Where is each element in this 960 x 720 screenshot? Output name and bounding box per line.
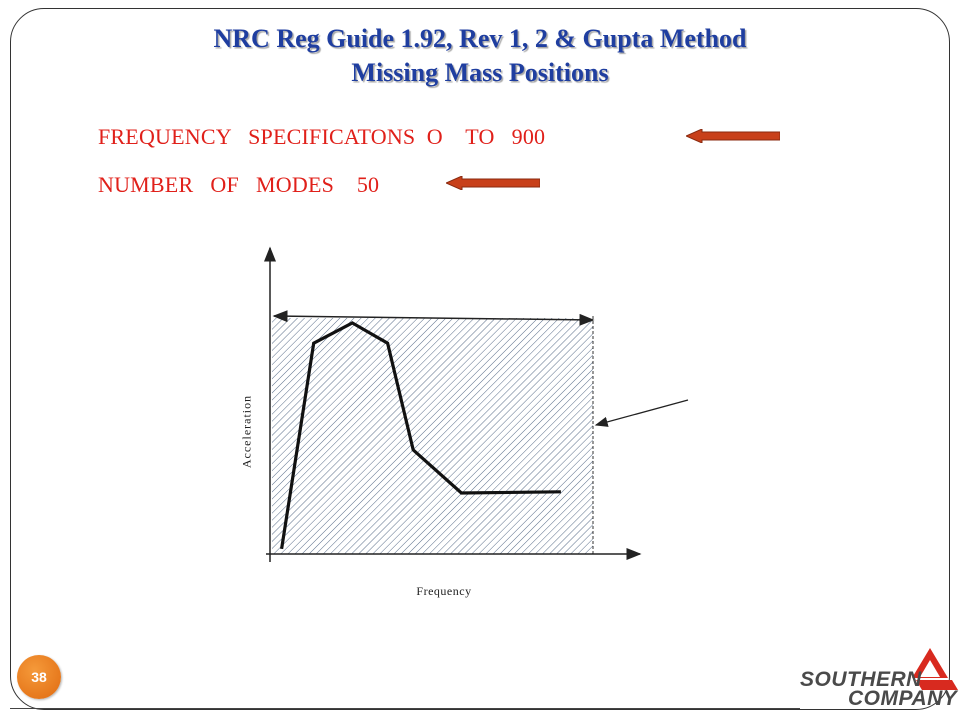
logo-text-line-2: COMPANY bbox=[848, 687, 958, 710]
slide-frame bbox=[10, 8, 950, 710]
slide-title bbox=[0, 22, 960, 90]
left-arrow-icon bbox=[446, 176, 540, 190]
x-axis-label: Frequency bbox=[416, 584, 472, 598]
frequency-specification-text: FREQUENCY SPECIFICATONS O TO 900 bbox=[98, 124, 546, 149]
y-axis-label: Acceleration bbox=[239, 394, 254, 469]
page-number-badge: 38 bbox=[17, 655, 61, 699]
logo-text-line-1: SOUTHERN bbox=[800, 668, 922, 691]
title-line-1: NRC Reg Guide 1.92, Rev 1, 2 & Gupta Method bbox=[213, 24, 747, 53]
left-arrow-icon bbox=[686, 129, 780, 143]
number-of-modes-text: NUMBER OF MODES 50 bbox=[98, 172, 380, 197]
footer-divider bbox=[10, 708, 800, 709]
title-line-2: Missing Mass Positions bbox=[351, 58, 609, 87]
